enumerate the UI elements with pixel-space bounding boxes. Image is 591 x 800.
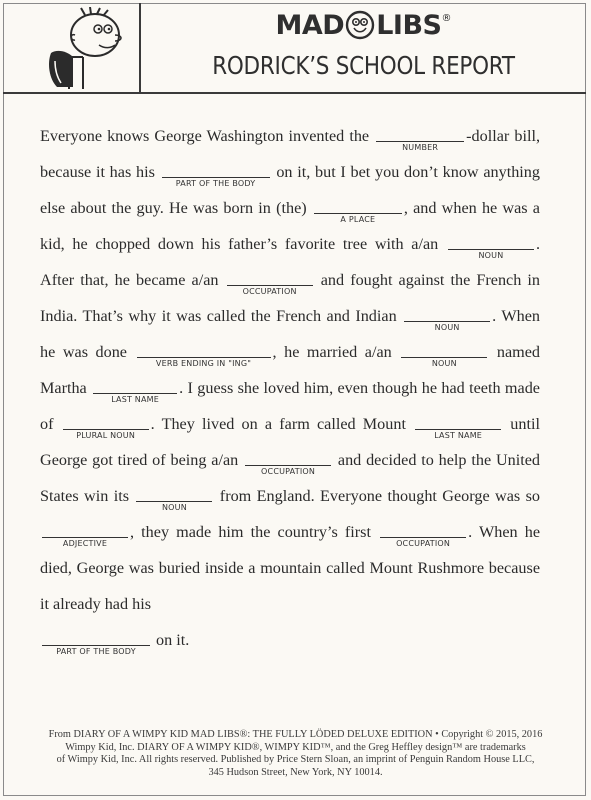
story-segment: until George got tired of being a/an — [40, 415, 540, 469]
word-blank[interactable] — [314, 196, 402, 224]
blank-hint-label: OCCUPATION — [261, 467, 316, 476]
word-blank[interactable] — [227, 268, 313, 296]
blank-hint-label: ADJECTIVE — [62, 539, 108, 548]
word-blank[interactable] — [448, 232, 534, 260]
word-blank[interactable] — [136, 484, 212, 512]
blank-hint-label: PART OF THE BODY — [56, 647, 136, 656]
story-segment: on it. — [152, 631, 190, 649]
story-text — [40, 118, 540, 658]
registered-mark: ® — [441, 13, 452, 24]
story-segment: and decided to help the United States win its — [40, 451, 541, 505]
blank-hint-label: NOUN — [431, 359, 457, 368]
word-blank[interactable] — [137, 340, 271, 368]
story-segment: . After that, he became a/an — [40, 235, 540, 289]
story-segment: and fought against the French in India. That’s why it was called the French and Indian — [40, 271, 541, 325]
footer-line: From DIARY OF A WIMPY KID MAD LIBS®: THE FULLY LÖDED DELUXE EDITION • Copyright © 2015, 2016 — [48, 729, 543, 740]
story-segment: , and when he was a kid, he chopped down his father’s favorite tree with a/an — [40, 199, 540, 253]
story-segment: from England. Everyone thought George was so — [214, 487, 541, 505]
story-segment: . They lived on a farm called Mount — [150, 415, 414, 433]
story-segment: . When he died, George was buried inside a mountain called Mount Rushmore because it already had his — [40, 523, 540, 613]
story-segment: Everyone knows George Washington invented the — [40, 127, 375, 145]
blank-hint-label: A PLACE — [340, 215, 376, 224]
footer-line: 345 Hudson Street, New York, NY 10014. — [208, 766, 383, 778]
blank-hint-label: PLURAL NOUN — [76, 431, 136, 440]
character-icon — [43, 7, 139, 91]
word-blank[interactable] — [415, 412, 501, 440]
smiley-face-icon — [345, 10, 375, 40]
word-blank[interactable] — [42, 628, 150, 656]
copyright-footer — [10, 729, 581, 779]
word-blank[interactable] — [162, 160, 270, 188]
story-segment: . When he was done — [40, 307, 540, 361]
logo-word-left: MAD — [275, 9, 345, 41]
blank-hint-label: NUMBER — [402, 143, 439, 152]
blank-hint-label: NOUN — [434, 323, 460, 332]
word-blank[interactable] — [42, 520, 128, 548]
blank-hint-label: NOUN — [161, 503, 187, 512]
footer-line: of Wimpy Kid, Inc. All rights reserved. Published by Price Stern Sloan, an imprint of Penguin Random House LLC, — [56, 754, 535, 765]
word-blank[interactable] — [380, 520, 466, 548]
word-blank[interactable] — [93, 376, 177, 404]
blank-hint-label: LAST NAME — [111, 395, 160, 404]
word-blank[interactable] — [404, 304, 490, 332]
blank-hint-label: VERB ENDING IN "ING" — [155, 359, 252, 368]
blank-hint-label: LAST NAME — [434, 431, 483, 440]
word-blank[interactable] — [63, 412, 149, 440]
word-blank[interactable] — [245, 448, 331, 476]
blank-hint-label: PART OF THE BODY — [175, 179, 256, 188]
blank-hint-label: OCCUPATION — [396, 539, 451, 548]
page-header — [3, 3, 586, 94]
character-logo-box — [3, 3, 141, 92]
blank-hint-label: NOUN — [478, 251, 504, 260]
mad-libs-logo — [141, 7, 586, 43]
story-segment: , they made him the country’s first — [130, 523, 379, 541]
story-segment: on it, but I bet you don’t know anything else about the guy. He was born in (the) — [40, 163, 540, 217]
logo-word-right: LIBS — [376, 9, 442, 41]
word-blank[interactable] — [401, 340, 487, 368]
page-title: RODRICK’S SCHOOL REPORT — [212, 51, 515, 80]
story-segment: named Martha — [40, 343, 540, 397]
blank-hint-label: OCCUPATION — [242, 287, 297, 296]
story-segment: , he married a/an — [272, 343, 400, 361]
word-blank[interactable] — [376, 124, 464, 152]
story-segment: -dollar bill, because it has his — [40, 127, 540, 181]
story-segment: . I guess she loved him, even though he had teeth made of — [40, 379, 540, 433]
footer-line: Wimpy Kid, Inc. DIARY OF A WIMPY KID®, WIMPY KID™, and the Greg Heffley design™ are trademarks — [65, 741, 526, 753]
